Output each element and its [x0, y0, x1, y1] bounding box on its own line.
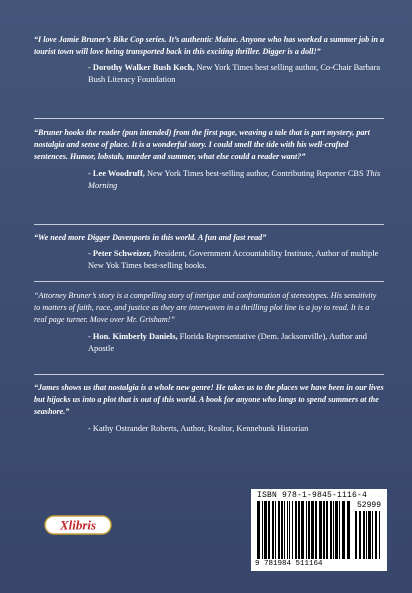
isbn-text: ISBN 978-1-9845-1116-4 [257, 491, 368, 500]
blurb-quote: “Bruner hooks the reader (pun intended) from the first page, weaving a tale that is part mystery, part nostalgia and sense of place. It is a wonderful story. I could smell the tide with his well-crafted sentences. Humor, lobstah, murder and summer, what else could a reader want?” [34, 128, 370, 162]
blurb-attribution: - Kathy Ostrander Roberts, Author, Realtor, Kennebunk Historian [88, 423, 309, 433]
divider [34, 118, 384, 119]
blurb-schweizer [34, 232, 384, 272]
divider [34, 281, 384, 282]
blurb-woodruff [34, 127, 384, 192]
barcode-bars-main [257, 501, 351, 559]
blurb-roberts [34, 382, 384, 435]
xlibris-logo-mark [44, 514, 112, 536]
divider [34, 224, 384, 225]
divider [34, 374, 384, 375]
blurb-attribution: - Lee Woodruff, New York Times best-selling author, Contributing Reporter CBS This Morning [88, 168, 381, 190]
barcode-digits: 9 781984 511164 [255, 560, 323, 568]
blurb-attribution: - Dorothy Walker Bush Koch, New York Times best selling author, Co-Chair Barbara Bush Literacy Foundation [88, 63, 381, 85]
blurb-koch [34, 34, 384, 86]
blurb-quote: “James shows us that nostalgia is a whole new genre! He takes us to the places we have been in our lives but hijacks us into a plot that is out of this world. A book for anyone who longs to spend summers at the seashore.” [34, 383, 384, 417]
blurb-quote: “We need more Digger Davenports in this world. A fun and fast read” [34, 233, 267, 242]
blurb-attribution: - Peter Schweizer, President, Government Accountability Institute, Author of multiple New Yok Times best-selling books. [88, 249, 379, 271]
author-name: Lee Woodruff, [92, 168, 145, 178]
xlibris-logo [44, 514, 112, 536]
blurb-daniels [34, 290, 384, 355]
price-code: 52999 [357, 501, 382, 510]
logo-text: Xlibris [59, 517, 97, 533]
blurb-quote: “I love Jamie Bruner’s Bike Cop series. It’s authentic Maine. Anyone who has worked a summer job in a tourist town will love being transported back in this exciting thriller. Digger is a doll!” [34, 35, 385, 57]
blurb-quote: “Attorney Bruner’s story is a compelling story of intrigue and confrontation of stereotypes. His sensitivity to matters of faith, race, and justice as they are interwoven in a thrilling plot line is a joy to read. It is a real page turner. Move over Mr. Grisham!” [34, 291, 377, 325]
author-name: Peter Schweizer, [92, 249, 152, 259]
author-name: Dorothy Walker Bush Koch, [92, 63, 195, 73]
barcode-bars-addon [355, 511, 383, 559]
blurb-attribution: - Hon. Kimberly Daniels, Florida Representative (Dem. Jacksonville), Author and Apostle [88, 331, 367, 353]
author-name: Hon. Kimberly Daniels, [92, 331, 178, 341]
isbn-barcode [251, 489, 387, 571]
